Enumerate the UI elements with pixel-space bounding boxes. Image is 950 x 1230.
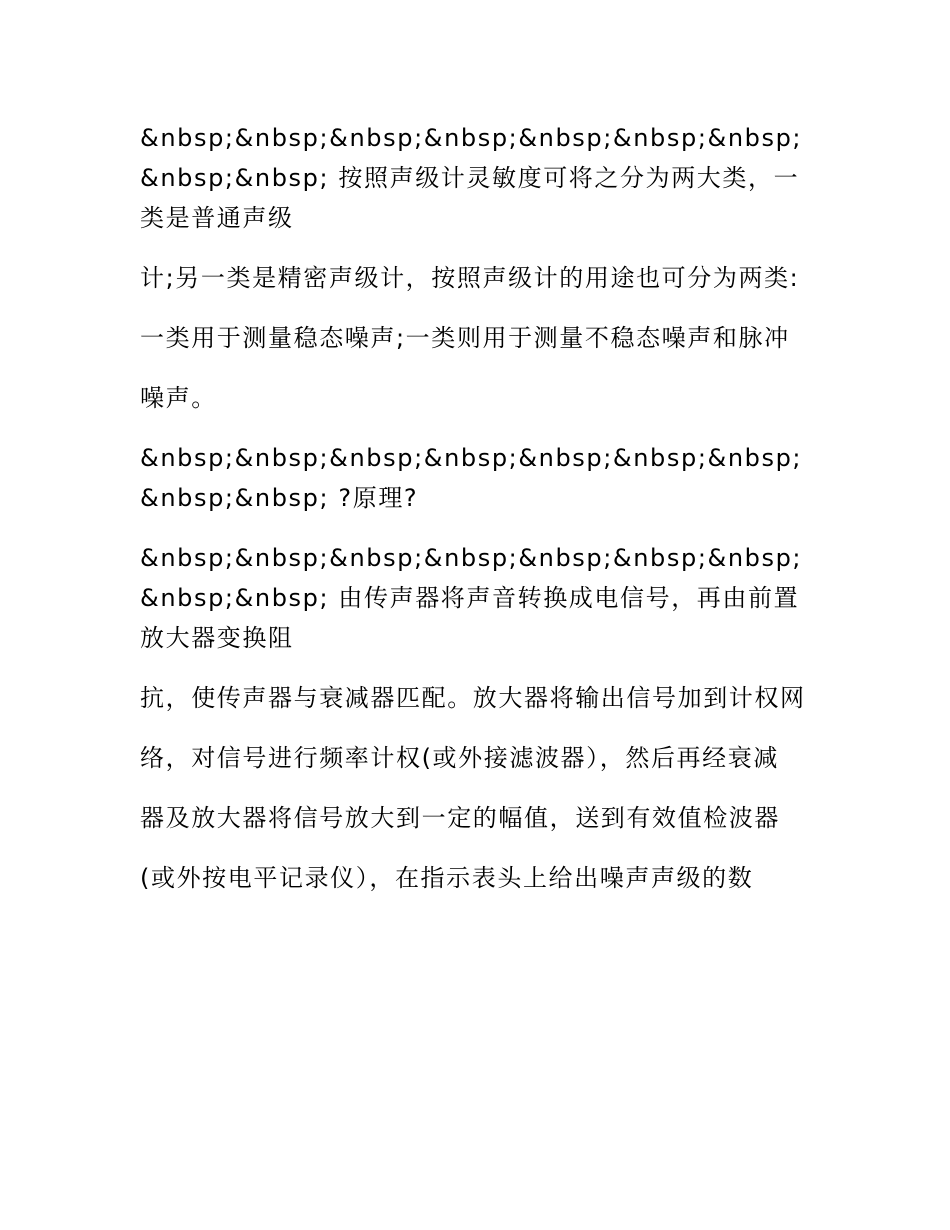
paragraph: 噪声。 [140,384,217,412]
document-body [140,118,810,918]
paragraph: &nbsp;&nbsp;&nbsp;&nbsp;&nbsp;&nbsp;&nbsp;&nbsp;&nbsp; 由传声器将声音转换成电信号，再由前置放大器变换阻 [140,544,803,652]
paragraph: 一类用于测量稳态噪声;一类则用于测量不稳态噪声和脉冲 [140,324,790,352]
paragraph: (或外按电平记录仪），在指示表头上给出噪声声级的数 [140,864,754,892]
paragraph: &nbsp;&nbsp;&nbsp;&nbsp;&nbsp;&nbsp;&nbsp;&nbsp;&nbsp; 按照声级计灵敏度可将之分为两大类，一类是普通声级 [140,124,803,232]
paragraph: 计;另一类是精密声级计，按照声级计的用途也可分为两类: [140,264,800,292]
paragraph: &nbsp;&nbsp;&nbsp;&nbsp;&nbsp;&nbsp;&nbsp;&nbsp;&nbsp; ?原理? [140,444,803,512]
paragraph: 器及放大器将信号放大到一定的幅值，送到有效值检波器 [140,804,780,832]
paragraph: 抗，使传声器与衰减器匹配。放大器将输出信号加到计权网 [140,684,806,712]
paragraph: 络，对信号进行频率计权(或外接滤波器），然后再经衰减 [140,744,779,772]
